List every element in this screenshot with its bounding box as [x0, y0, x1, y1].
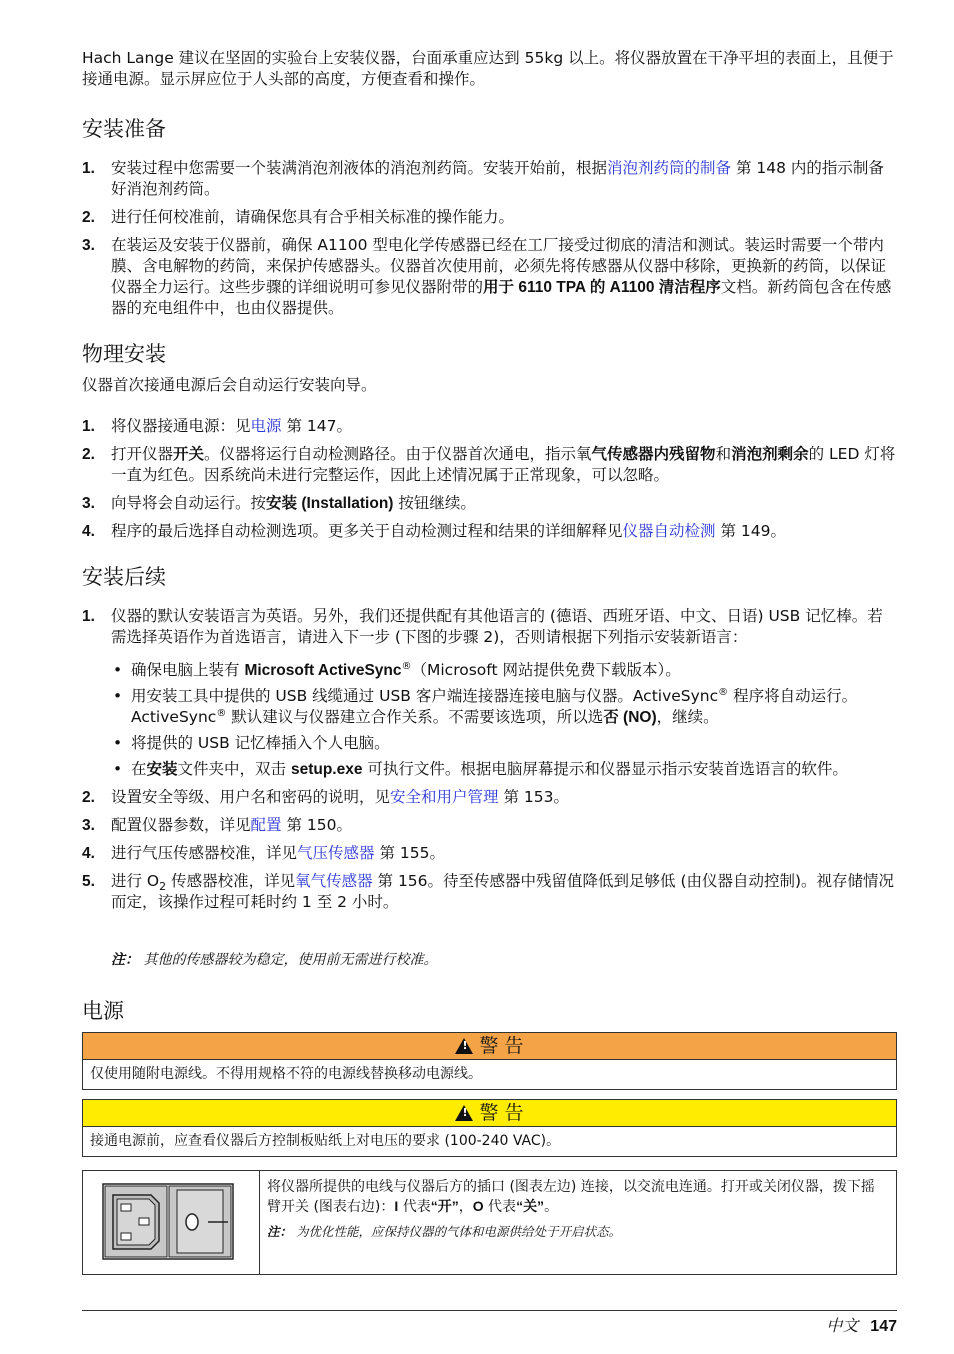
note-label: 注：	[111, 952, 139, 968]
step-text: 进行任何校准前，请确保您具有合乎相关标准的操作能力。	[111, 208, 515, 226]
desc-text: 代表	[398, 1199, 431, 1215]
registered-mark: ®	[401, 660, 412, 672]
bullet-text: （Microsoft 网站提供免费下载版本）。	[411, 661, 681, 679]
step-text: 在装运及安装于仪器前，确保 A1100 型电化学传感器已经在工厂接受过彻底的清洁和测试。装运时需要一个带内膜、含电解物的药筒，来保护传感器头。仪器首次使用前，必须先将传感器从仪器中移除，更换新的药筒，以保证仪器全力运行。这些步骤的详细说明可参见仪器附带的	[111, 236, 887, 296]
registered-mark: ®	[718, 686, 729, 698]
calibration-note	[82, 950, 437, 971]
step-text: 进行 O	[111, 872, 160, 890]
power-note	[267, 1222, 887, 1242]
physical-step-3	[82, 493, 897, 514]
power-socket-illustration	[83, 1171, 260, 1274]
step-text: 第 155。	[374, 844, 445, 862]
section-title-power: 电源	[82, 999, 124, 1023]
page-number: 147	[870, 1318, 897, 1335]
symbol-on: I	[394, 1198, 399, 1214]
warning-icon	[455, 1105, 473, 1121]
step-text: 向导将会自动运行。按	[111, 494, 267, 512]
after-step-4	[82, 843, 897, 864]
step-text: 第 156。待至传感器中残留值降低到足够低 (由仪器自动控制)。视存储情况而定，该操作过程可耗时约 1 至 2 小时。	[111, 872, 895, 911]
step-text: 。仪器将运行自动检测路径。由于仪器首次通电，指示氧	[204, 445, 592, 463]
desc-text: 代表	[483, 1199, 517, 1215]
bold-term: 安装 (Installation)	[266, 495, 394, 512]
warning-header	[83, 1033, 896, 1060]
footer-language: 中文	[826, 1316, 859, 1335]
step-text: 按钮继续。	[393, 494, 476, 512]
bullet-item	[111, 759, 897, 780]
step-number: 4.	[82, 845, 95, 862]
bullet-text: 确保电脑上装有	[131, 661, 245, 679]
after-step-1	[82, 606, 897, 780]
prep-steps	[82, 158, 897, 326]
step-text: 程序的最后选择自动检测选项。更多关于自动检测过程和结果的详细解释见	[111, 522, 623, 540]
link-oxygen-sensor[interactable]: 氧气传感器	[295, 872, 373, 890]
step-text: 文档。新药筒包含在传感器的充电组件中，也由仪器提供。	[111, 278, 892, 317]
link-security[interactable]: 安全和用户管理	[390, 788, 499, 806]
step-text: 进行气压传感器校准，详见	[111, 844, 298, 862]
bold-term: setup.exe	[290, 761, 363, 778]
step-text: 传感器校准，详见	[166, 872, 296, 890]
bold-term: Microsoft ActiveSync	[244, 662, 402, 679]
warning-box-2	[82, 1099, 897, 1157]
note-text: 为优化性能，应保持仪器的气体和电源供给处于开启状态。	[296, 1224, 622, 1239]
warning-body: 仅使用随附电源线。不得用规格不符的电源线替换移动电源线。	[90, 1066, 482, 1082]
step-text: 第 153。	[498, 788, 569, 806]
bold-term: 消泡剂剩余	[731, 446, 809, 463]
physical-step-1	[82, 416, 897, 437]
physical-lead: 仪器首次接通电源后会自动运行安装向导。	[82, 376, 377, 394]
subscript: 2	[159, 880, 167, 894]
bullet-text: 默认建议与仪器建立合作关系。不需要该选项，所以选	[226, 708, 604, 726]
warning-box-1	[82, 1032, 897, 1090]
step-number: 4.	[82, 523, 95, 540]
bullet-text: 可执行文件。根据电脑屏幕提示和仪器显示指示安装首选语言的软件。	[362, 760, 848, 778]
step-text: 和	[715, 445, 732, 463]
power-connection-table	[82, 1170, 897, 1275]
step-text: 配置仪器参数，详见	[111, 816, 251, 834]
step-number: 2.	[82, 789, 95, 806]
bold-term: 否 (NO)	[603, 709, 657, 726]
page-footer	[826, 1313, 897, 1336]
step-text: 打开仪器	[111, 445, 174, 463]
step-number: 3.	[82, 495, 95, 512]
after-step-5	[82, 871, 897, 913]
step-text: 第 150。	[281, 816, 352, 834]
bullet-item	[111, 733, 897, 754]
doc-title-bold: 用于 6110 TPA 的 A1100 清洁程序	[483, 279, 721, 296]
footer-divider	[82, 1310, 897, 1311]
warning-body: 接通电源前，应查看仪器后方控制板贴纸上对电压的要求 (100-240 VAC)。	[90, 1133, 561, 1149]
off-label: “关”	[516, 1198, 545, 1214]
bullet-text: 在	[131, 760, 147, 778]
step-number: 1.	[82, 608, 95, 625]
power-instructions	[267, 1178, 887, 1217]
step-text: 仪器的默认安装语言为英语。另外，我们还提供配有其他语言的 (德语、西班牙语、中文、日语) USB 记忆棒。若需选择英语作为首选语言，请进入下一步 (下图的步骤 2)，否则请根据下列指示安装新语言：	[111, 607, 883, 646]
bold-term: 气传感器内残留物	[591, 446, 716, 463]
link-power[interactable]: 电源	[250, 417, 282, 435]
language-install-bullets	[111, 660, 897, 780]
step-text: 安装过程中您需要一个装满消泡剂液体的消泡剂药筒。安装开始前，根据	[111, 159, 608, 177]
section-title-physical: 物理安装	[82, 342, 166, 366]
step-text: 第 148 内的指示制备好消泡剂药筒。	[111, 159, 884, 198]
bold-term: 开关	[173, 446, 205, 463]
desc-text: 。	[544, 1199, 559, 1215]
after-step-3	[82, 815, 897, 836]
step-text: 设置安全等级、用户名和密码的说明，见	[111, 788, 391, 806]
registered-mark: ®	[216, 707, 227, 719]
desc-text: 将仪器所提供的电线与仪器后方的插口 (图表左边) 连接，以交流电连通。打开或关闭仪器，拨下摇臂开关 (图表右边)：	[267, 1179, 875, 1215]
bullet-text: 将提供的 USB 记忆棒插入个人电脑。	[131, 734, 390, 752]
physical-step-4	[82, 521, 897, 542]
bullet-text: ，继续。	[656, 708, 719, 726]
bullet-item	[111, 660, 897, 681]
step-number: 2.	[82, 446, 95, 463]
link-defoamer-prep[interactable]: 消泡剂药筒的制备	[607, 159, 732, 177]
bullet-text: 程序将自动运行。ActiveSync	[131, 687, 858, 726]
bullet-text: 文件夹中，双击	[177, 760, 291, 778]
symbol-off: O	[472, 1198, 484, 1214]
step-number: 5.	[82, 873, 95, 890]
step-number: 1.	[82, 160, 95, 177]
bullet-text: 用安装工具中提供的 USB 线缆通过 USB 客户端连接器连接电脑与仪器。ActiveSync	[131, 687, 719, 705]
link-auto-detect[interactable]: 仪器自动检测	[622, 522, 716, 540]
on-label: “开”	[430, 1198, 459, 1214]
intro-paragraph: Hach Lange 建议在坚固的实验台上安装仪器，台面承重应达到 55kg 以上。将仪器放置在干净平坦的表面上，且便于接通电源。显示屏应位于人头部的高度，方便查看和操作。	[82, 49, 894, 88]
link-config[interactable]: 配置	[250, 816, 282, 834]
power-socket-switch-icon	[83, 1171, 259, 1274]
step-number: 3.	[82, 817, 95, 834]
step-text: 将仪器接通电源：见	[111, 417, 251, 435]
warning-title: 警 告	[479, 1035, 524, 1057]
prep-step-2	[82, 207, 897, 228]
after-step-2	[82, 787, 897, 808]
section-title-after: 安装后续	[82, 565, 166, 589]
step-number: 1.	[82, 418, 95, 435]
step-number: 3.	[82, 237, 95, 254]
link-pressure-sensor[interactable]: 气压传感器	[297, 844, 375, 862]
warning-header	[83, 1100, 896, 1127]
section-title-prep: 安装准备	[82, 117, 166, 141]
step-text: 的 LED 灯将一直为红色。因系统尚未进行完整运作，因此上述情况属于正常现象，可以忽略。	[111, 445, 896, 484]
physical-step-2	[82, 444, 897, 486]
warning-title: 警 告	[479, 1102, 524, 1124]
prep-step-1	[82, 158, 897, 200]
prep-step-3	[82, 235, 897, 319]
bullet-item	[111, 686, 897, 728]
power-description	[267, 1178, 887, 1242]
physical-steps	[82, 416, 897, 549]
warning-icon	[455, 1038, 473, 1054]
desc-text: ，	[458, 1199, 473, 1215]
note-label: 注：	[267, 1225, 293, 1239]
step-text: 第 149。	[715, 522, 786, 540]
bold-term: 安装	[146, 761, 178, 778]
after-steps	[82, 606, 897, 920]
note-text: 其他的传感器较为稳定，使用前无需进行校准。	[143, 952, 438, 968]
step-number: 2.	[82, 209, 95, 226]
step-text: 第 147。	[281, 417, 352, 435]
